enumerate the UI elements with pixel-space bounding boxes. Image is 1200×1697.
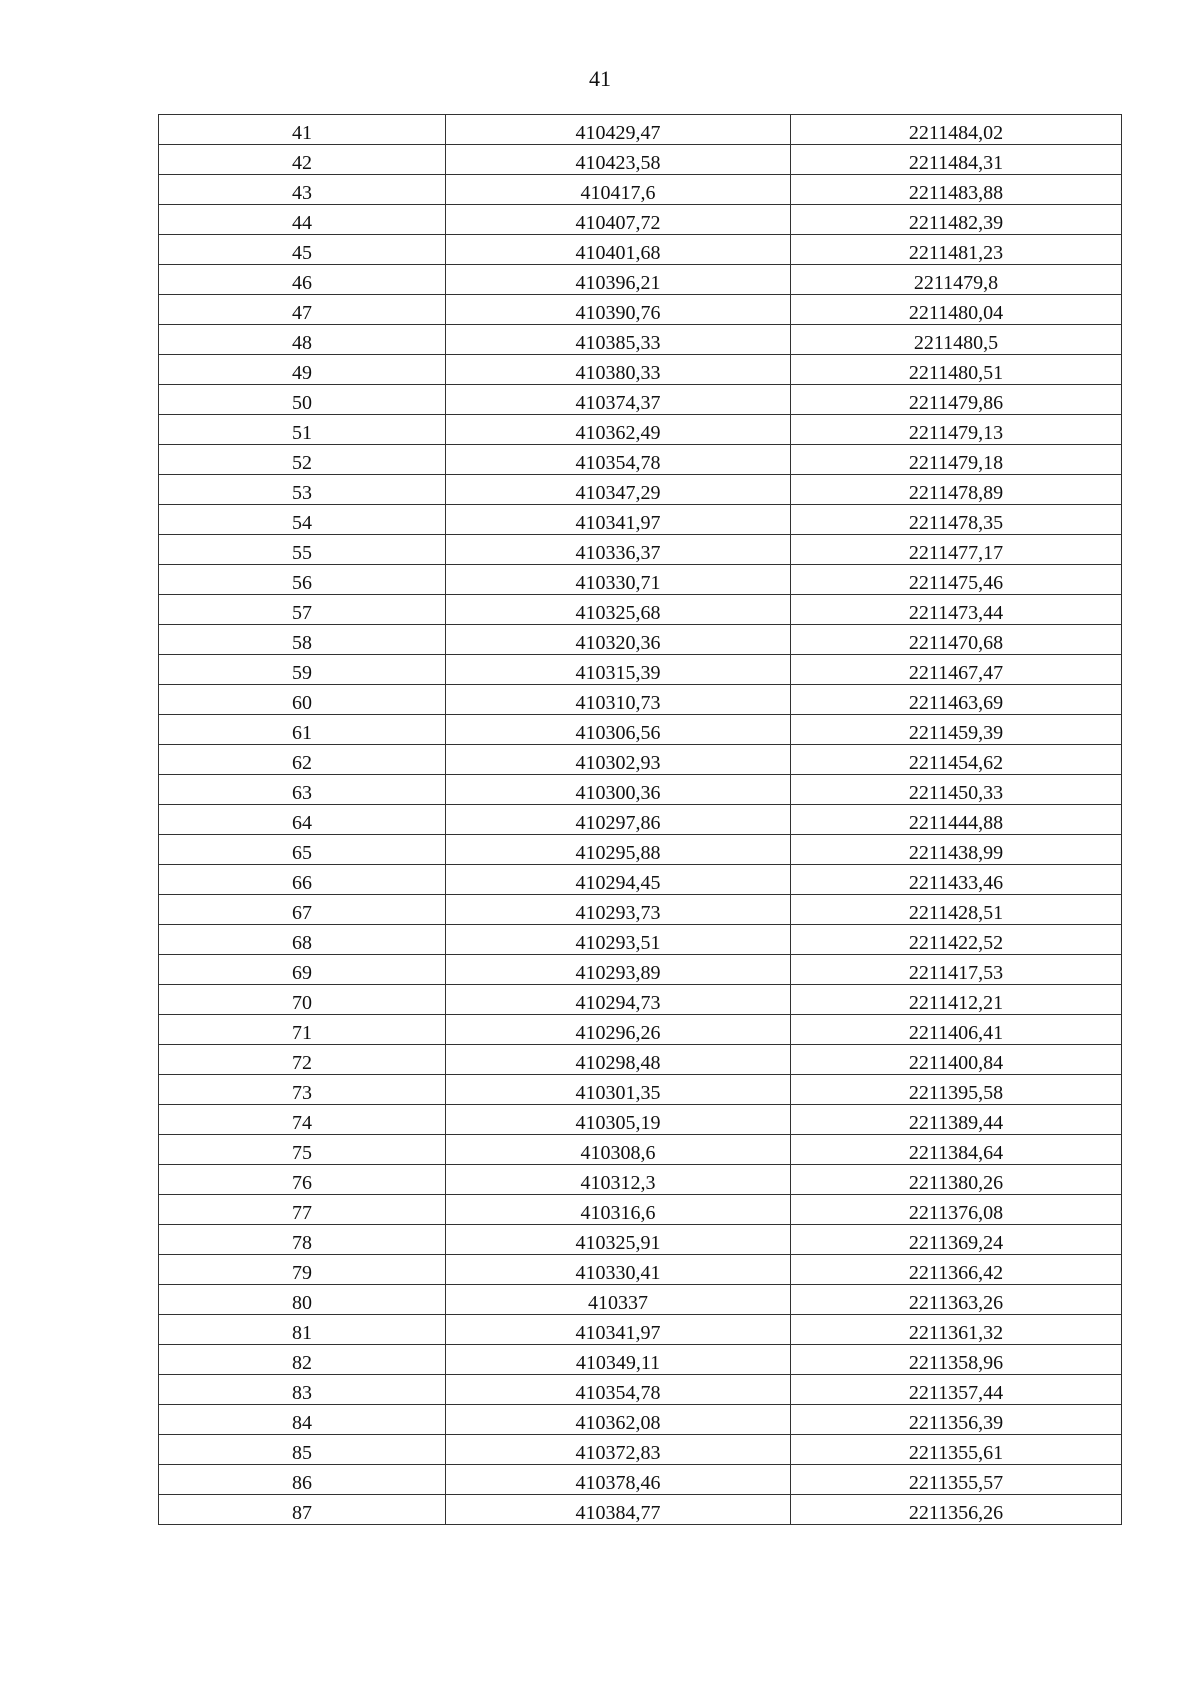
table-row [159,1225,1122,1255]
table-row [159,1345,1122,1375]
y-coordinate-cell: 2211479,18 [791,445,1122,475]
table-row [159,1285,1122,1315]
x-coordinate-cell: 410396,21 [446,265,791,295]
table-row [159,1375,1122,1405]
point-number-cell: 83 [159,1375,446,1405]
table-row [159,925,1122,955]
point-number-cell: 79 [159,1255,446,1285]
table-row [159,775,1122,805]
point-number-cell: 52 [159,445,446,475]
x-coordinate-cell: 410295,88 [446,835,791,865]
point-number-cell: 84 [159,1405,446,1435]
point-number-cell: 49 [159,355,446,385]
point-number-cell: 76 [159,1165,446,1195]
table-row [159,325,1122,355]
table-row [159,1015,1122,1045]
point-number-cell: 61 [159,715,446,745]
table-row [159,1435,1122,1465]
x-coordinate-cell: 410296,26 [446,1015,791,1045]
point-number-cell: 70 [159,985,446,1015]
y-coordinate-cell: 2211473,44 [791,595,1122,625]
table-row [159,895,1122,925]
table-row [159,505,1122,535]
y-coordinate-cell: 2211482,39 [791,205,1122,235]
y-coordinate-cell: 2211406,41 [791,1015,1122,1045]
x-coordinate-cell: 410378,46 [446,1465,791,1495]
x-coordinate-cell: 410300,36 [446,775,791,805]
x-coordinate-cell: 410336,37 [446,535,791,565]
y-coordinate-cell: 2211389,44 [791,1105,1122,1135]
y-coordinate-cell: 2211422,52 [791,925,1122,955]
x-coordinate-cell: 410417,6 [446,175,791,205]
point-number-cell: 43 [159,175,446,205]
page-number: 41 [589,66,611,91]
table-row [159,355,1122,385]
table-row [159,475,1122,505]
y-coordinate-cell: 2211412,21 [791,985,1122,1015]
x-coordinate-cell: 410306,56 [446,715,791,745]
x-coordinate-cell: 410362,49 [446,415,791,445]
x-coordinate-cell: 410341,97 [446,505,791,535]
point-number-cell: 69 [159,955,446,985]
table-row [159,445,1122,475]
table-row [159,565,1122,595]
point-number-cell: 55 [159,535,446,565]
y-coordinate-cell: 2211481,23 [791,235,1122,265]
point-number-cell: 78 [159,1225,446,1255]
point-number-cell: 46 [159,265,446,295]
y-coordinate-cell: 2211480,04 [791,295,1122,325]
x-coordinate-cell: 410294,73 [446,985,791,1015]
y-coordinate-cell: 2211433,46 [791,865,1122,895]
y-coordinate-cell: 2211479,13 [791,415,1122,445]
y-coordinate-cell: 2211361,32 [791,1315,1122,1345]
point-number-cell: 57 [159,595,446,625]
x-coordinate-cell: 410347,29 [446,475,791,505]
x-coordinate-cell: 410380,33 [446,355,791,385]
x-coordinate-cell: 410302,93 [446,745,791,775]
table-row [159,1195,1122,1225]
y-coordinate-cell: 2211384,64 [791,1135,1122,1165]
x-coordinate-cell: 410390,76 [446,295,791,325]
point-number-cell: 64 [159,805,446,835]
table-row [159,1165,1122,1195]
table-row [159,415,1122,445]
point-number-cell: 80 [159,1285,446,1315]
point-number-cell: 73 [159,1075,446,1105]
x-coordinate-cell: 410330,71 [446,565,791,595]
point-number-cell: 62 [159,745,446,775]
x-coordinate-cell: 410337 [446,1285,791,1315]
point-number-cell: 86 [159,1465,446,1495]
table-row [159,1105,1122,1135]
y-coordinate-cell: 2211400,84 [791,1045,1122,1075]
point-number-cell: 77 [159,1195,446,1225]
table-row [159,385,1122,415]
y-coordinate-cell: 2211444,88 [791,805,1122,835]
point-number-cell: 67 [159,895,446,925]
y-coordinate-cell: 2211480,51 [791,355,1122,385]
table-row [159,115,1122,145]
point-number-cell: 60 [159,685,446,715]
point-number-cell: 53 [159,475,446,505]
point-number-cell: 81 [159,1315,446,1345]
y-coordinate-cell: 2211376,08 [791,1195,1122,1225]
y-coordinate-cell: 2211438,99 [791,835,1122,865]
y-coordinate-cell: 2211479,86 [791,385,1122,415]
point-number-cell: 45 [159,235,446,265]
table-row [159,1495,1122,1525]
point-number-cell: 71 [159,1015,446,1045]
x-coordinate-cell: 410407,72 [446,205,791,235]
y-coordinate-cell: 2211478,89 [791,475,1122,505]
x-coordinate-cell: 410320,36 [446,625,791,655]
y-coordinate-cell: 2211355,61 [791,1435,1122,1465]
table-row [159,1465,1122,1495]
y-coordinate-cell: 2211475,46 [791,565,1122,595]
x-coordinate-cell: 410374,37 [446,385,791,415]
y-coordinate-cell: 2211366,42 [791,1255,1122,1285]
x-coordinate-cell: 410349,11 [446,1345,791,1375]
y-coordinate-cell: 2211478,35 [791,505,1122,535]
x-coordinate-cell: 410293,51 [446,925,791,955]
y-coordinate-cell: 2211355,57 [791,1465,1122,1495]
y-coordinate-cell: 2211358,96 [791,1345,1122,1375]
point-number-cell: 56 [159,565,446,595]
x-coordinate-cell: 410325,91 [446,1225,791,1255]
table-row [159,145,1122,175]
x-coordinate-cell: 410310,73 [446,685,791,715]
table-row [159,655,1122,685]
x-coordinate-cell: 410354,78 [446,1375,791,1405]
x-coordinate-cell: 410315,39 [446,655,791,685]
x-coordinate-cell: 410293,73 [446,895,791,925]
y-coordinate-cell: 2211428,51 [791,895,1122,925]
table-row [159,835,1122,865]
table-row [159,175,1122,205]
point-number-cell: 48 [159,325,446,355]
table-row [159,865,1122,895]
x-coordinate-cell: 410341,97 [446,1315,791,1345]
table-row [159,1045,1122,1075]
y-coordinate-cell: 2211484,02 [791,115,1122,145]
point-number-cell: 51 [159,415,446,445]
point-number-cell: 85 [159,1435,446,1465]
y-coordinate-cell: 2211450,33 [791,775,1122,805]
table-row [159,955,1122,985]
x-coordinate-cell: 410316,6 [446,1195,791,1225]
x-coordinate-cell: 410330,41 [446,1255,791,1285]
point-number-cell: 44 [159,205,446,235]
x-coordinate-cell: 410294,45 [446,865,791,895]
table-row [159,205,1122,235]
y-coordinate-cell: 2211479,8 [791,265,1122,295]
y-coordinate-cell: 2211463,69 [791,685,1122,715]
table-row [159,595,1122,625]
x-coordinate-cell: 410385,33 [446,325,791,355]
point-number-cell: 63 [159,775,446,805]
coordinates-table [158,114,1122,1525]
table-row [159,1405,1122,1435]
y-coordinate-cell: 2211454,62 [791,745,1122,775]
x-coordinate-cell: 410301,35 [446,1075,791,1105]
point-number-cell: 54 [159,505,446,535]
x-coordinate-cell: 410297,86 [446,805,791,835]
table-row [159,745,1122,775]
x-coordinate-cell: 410312,3 [446,1165,791,1195]
x-coordinate-cell: 410372,83 [446,1435,791,1465]
point-number-cell: 59 [159,655,446,685]
point-number-cell: 42 [159,145,446,175]
coordinates-table-body [159,115,1122,1525]
table-row [159,235,1122,265]
y-coordinate-cell: 2211480,5 [791,325,1122,355]
y-coordinate-cell: 2211395,58 [791,1075,1122,1105]
y-coordinate-cell: 2211369,24 [791,1225,1122,1255]
x-coordinate-cell: 410325,68 [446,595,791,625]
y-coordinate-cell: 2211357,44 [791,1375,1122,1405]
point-number-cell: 72 [159,1045,446,1075]
x-coordinate-cell: 410308,6 [446,1135,791,1165]
point-number-cell: 58 [159,625,446,655]
point-number-cell: 65 [159,835,446,865]
table-row [159,985,1122,1015]
point-number-cell: 82 [159,1345,446,1375]
y-coordinate-cell: 2211470,68 [791,625,1122,655]
table-row [159,295,1122,325]
y-coordinate-cell: 2211459,39 [791,715,1122,745]
table-row [159,625,1122,655]
y-coordinate-cell: 2211356,39 [791,1405,1122,1435]
x-coordinate-cell: 410429,47 [446,115,791,145]
table-row [159,1315,1122,1345]
y-coordinate-cell: 2211356,26 [791,1495,1122,1525]
table-row [159,265,1122,295]
table-row [159,715,1122,745]
point-number-cell: 74 [159,1105,446,1135]
point-number-cell: 66 [159,865,446,895]
y-coordinate-cell: 2211483,88 [791,175,1122,205]
point-number-cell: 68 [159,925,446,955]
point-number-cell: 47 [159,295,446,325]
y-coordinate-cell: 2211417,53 [791,955,1122,985]
y-coordinate-cell: 2211380,26 [791,1165,1122,1195]
x-coordinate-cell: 410423,58 [446,145,791,175]
table-row [159,805,1122,835]
x-coordinate-cell: 410293,89 [446,955,791,985]
x-coordinate-cell: 410362,08 [446,1405,791,1435]
table-row [159,1075,1122,1105]
table-row [159,1135,1122,1165]
point-number-cell: 41 [159,115,446,145]
y-coordinate-cell: 2211484,31 [791,145,1122,175]
table-row [159,685,1122,715]
y-coordinate-cell: 2211477,17 [791,535,1122,565]
point-number-cell: 87 [159,1495,446,1525]
x-coordinate-cell: 410354,78 [446,445,791,475]
point-number-cell: 75 [159,1135,446,1165]
y-coordinate-cell: 2211467,47 [791,655,1122,685]
x-coordinate-cell: 410298,48 [446,1045,791,1075]
x-coordinate-cell: 410305,19 [446,1105,791,1135]
point-number-cell: 50 [159,385,446,415]
x-coordinate-cell: 410401,68 [446,235,791,265]
table-row [159,1255,1122,1285]
table-row [159,535,1122,565]
y-coordinate-cell: 2211363,26 [791,1285,1122,1315]
x-coordinate-cell: 410384,77 [446,1495,791,1525]
